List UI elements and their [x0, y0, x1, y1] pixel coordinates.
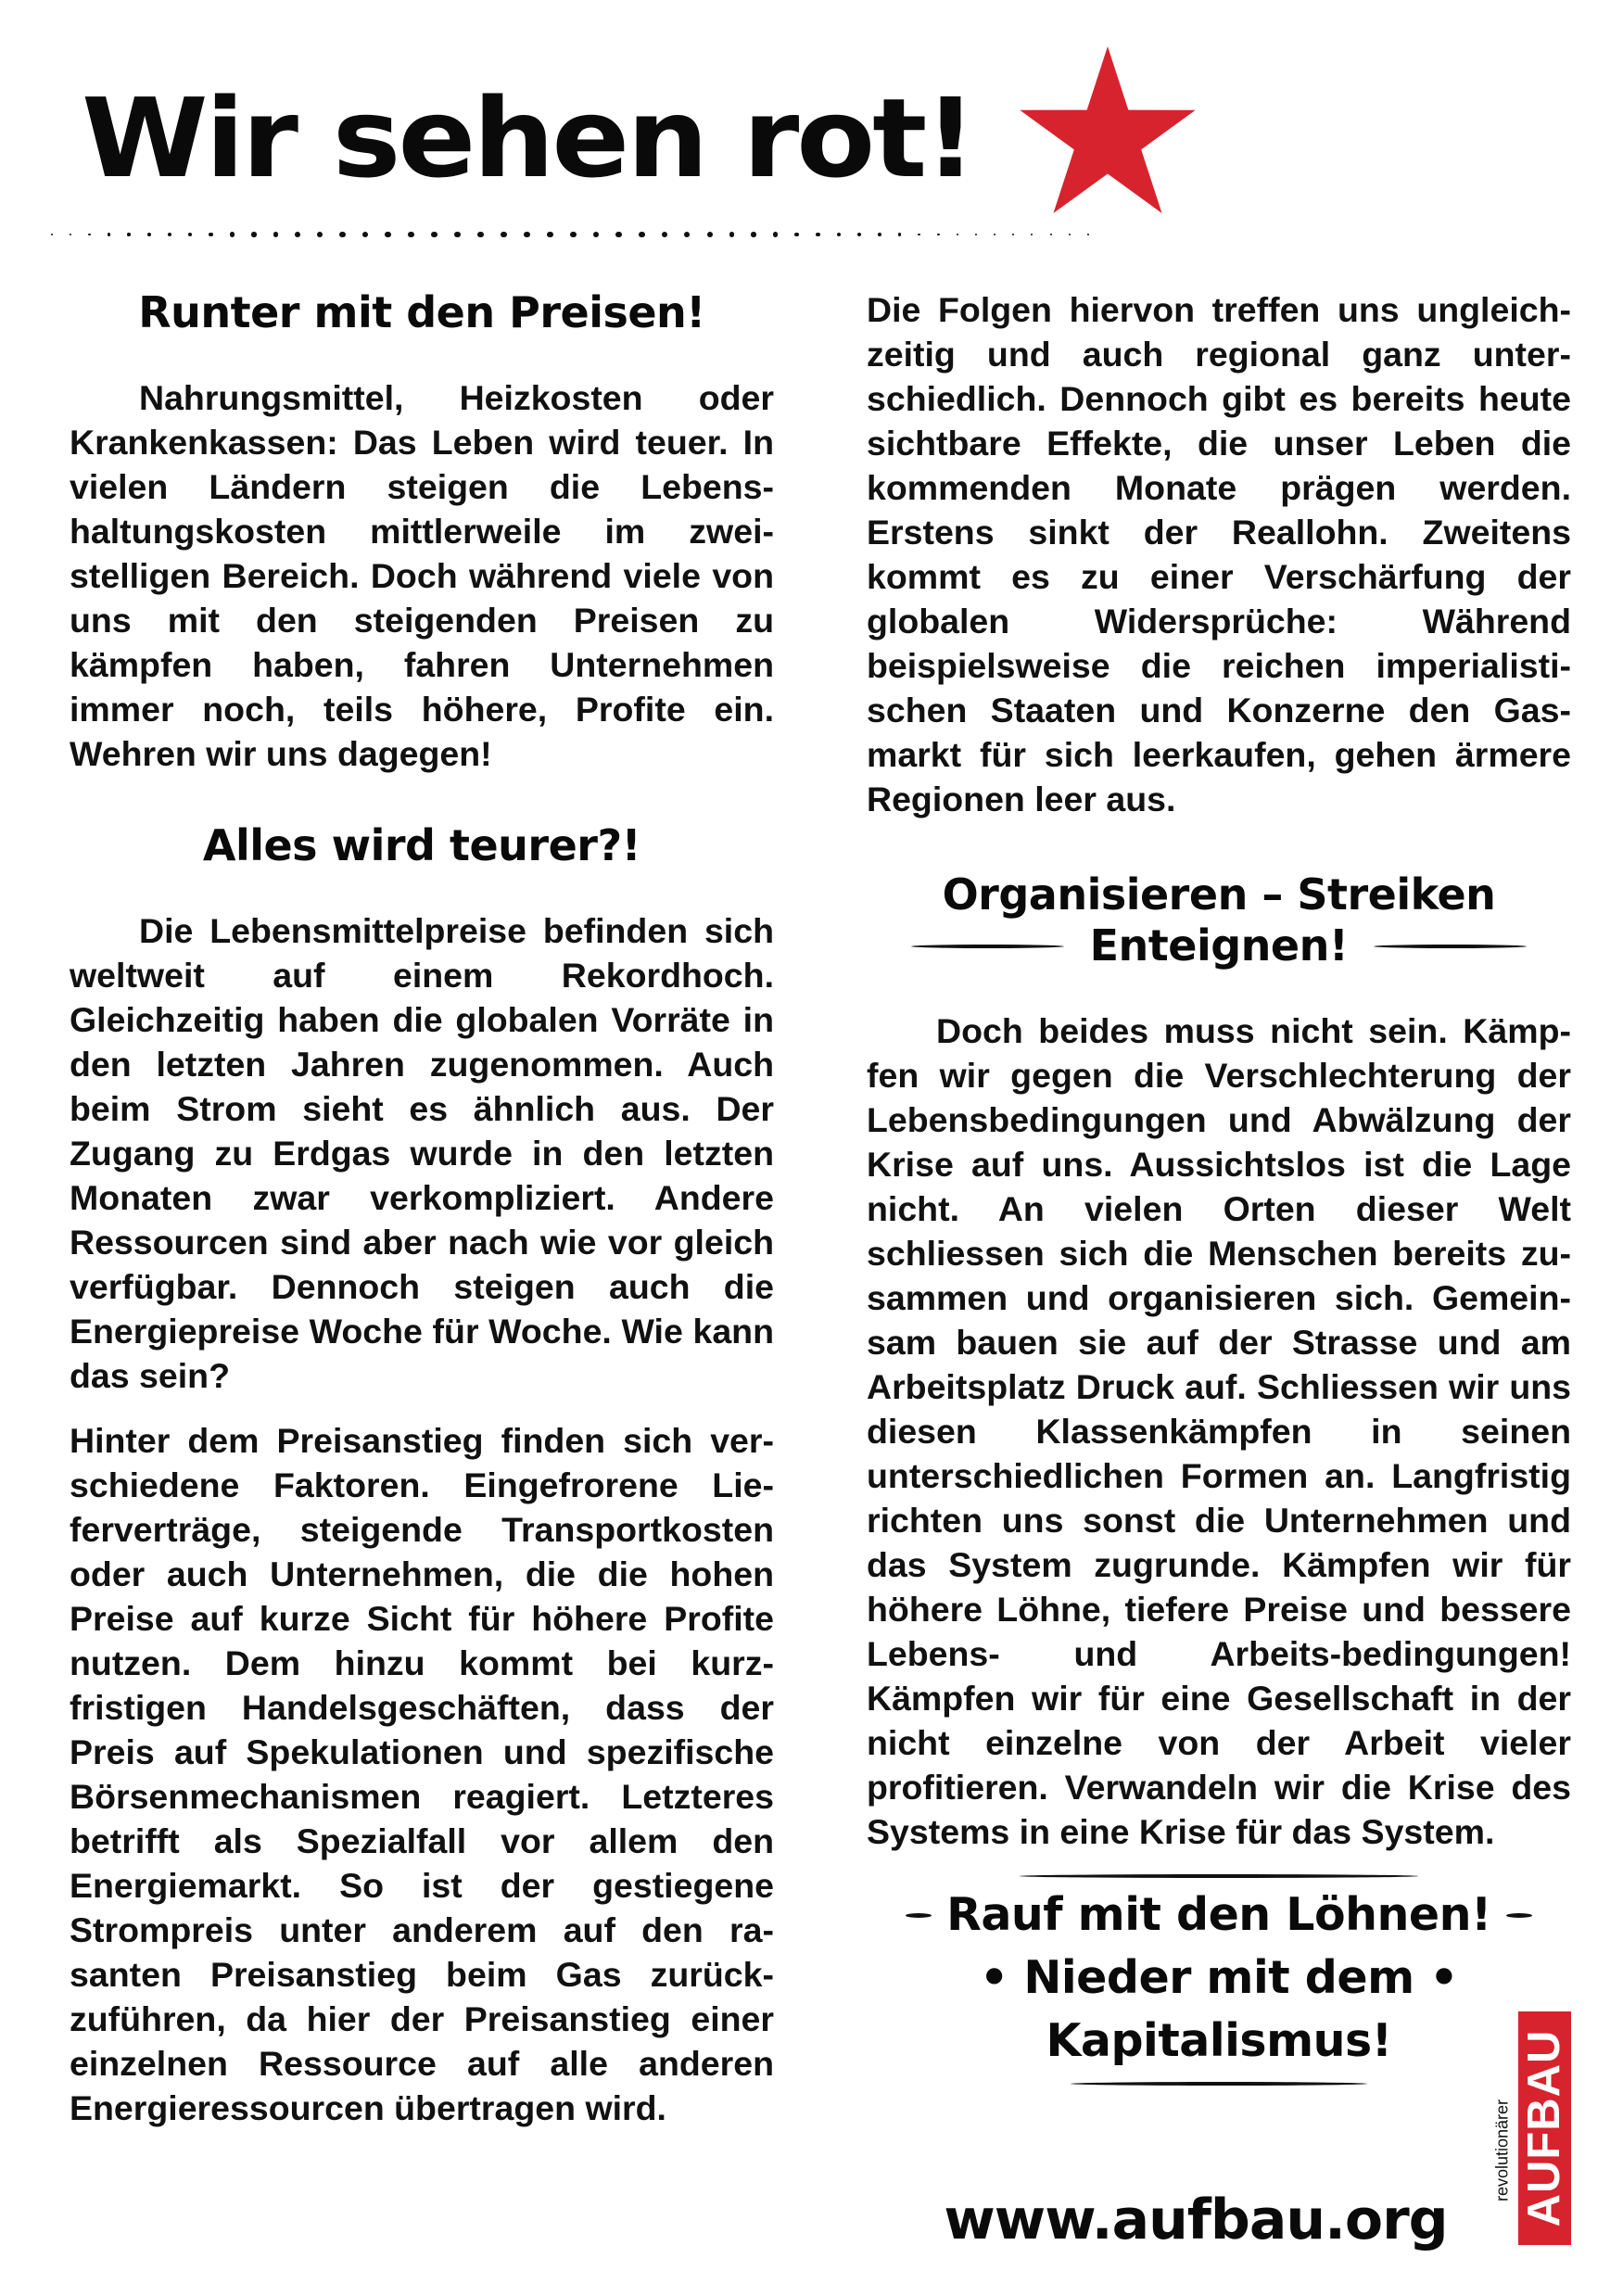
divider-dot: [385, 232, 391, 238]
divider-dot: [147, 233, 151, 236]
divider-dot: [431, 232, 437, 238]
divider-dot: [593, 232, 600, 238]
left-column: [70, 287, 774, 2130]
section-heading-prices: Runter mit den Preisen!: [138, 287, 705, 337]
right-column: [867, 287, 1571, 2086]
divider-dot: [994, 234, 995, 235]
divider-dot: [898, 233, 901, 235]
dotted-divider: [51, 230, 1089, 239]
divider-dot: [837, 233, 841, 236]
divider-dot: [937, 234, 940, 236]
divider-dot: [729, 232, 735, 237]
divider-dot: [524, 232, 530, 238]
page-title: Wir sehen rot!: [82, 74, 974, 202]
divider-dot: [317, 232, 323, 237]
divider-dot: [878, 233, 881, 236]
heading-rule-right: [1374, 945, 1527, 948]
slogan-line3: Kapitalismus!: [1046, 2014, 1392, 2068]
section-heading-organize-line2: Enteignen!: [1089, 920, 1349, 971]
section-paragraph-teurer-1: Die Lebensmittelpreise befinden sich weltweit auf einem Rekordhoch. Gleichzeitig haben die globalen Vorräte in den letzten Jahren zugenommen. Auch beim Strom sieht es ähnlich aus. Der Zugang zu Erdgas wurde in den letzten Monaten zwar verkompliziert. Andere Ressourcen sind aber nach wie vor gleich verfügbar. Dennoch steigen auch die Energiepreise Woche für Woche. Wie kann das sein?: [70, 911, 774, 1396]
section-paragraph-teurer-2: Hinter dem Preisanstieg finden sich verschiedene Faktoren. Eingefrorene Lieferverträge, steigende Transportkosten oder auch Unternehmen, die die hohen Preise auf kurze Sicht für höhere Profite nutzen. Dem hinzu kommt bei kurzfristigen Handelsgeschäften, dass der Preis auf Spekulationen und spezifische Börsenmechanismen reagiert. Letzteres betrifft als Spezialfall vor allem den Energiemarkt. So ist der gestiegene Strompreis unter anderem auf den rasanten Preisanstieg beim Gas zurückzuführen, da hier der Preisanstieg einer einzelnen Ressource auf alle anderen Energieressourcen übertragen wird.: [70, 1421, 774, 2128]
divider-dot: [857, 233, 861, 236]
divider-dot: [51, 234, 53, 235]
slogan-dash-right: [1506, 1913, 1532, 1918]
slogan-rule-bottom: [1071, 2082, 1367, 2086]
divider-dot: [547, 232, 553, 238]
divider-dot: [1031, 234, 1033, 235]
divider-dot: [108, 233, 110, 235]
divider-dot: [794, 233, 799, 237]
divider-dot: [1087, 234, 1089, 235]
divider-dot: [362, 232, 368, 237]
divider-dot: [570, 232, 577, 238]
divider-dot: [662, 232, 667, 237]
slogan-line1-row: [867, 1884, 1571, 1947]
slogan-rule-top: [1020, 1874, 1418, 1878]
divider-dot: [70, 234, 71, 235]
divider-dot: [639, 232, 645, 238]
section-heading-teurer: Alles wird teurer?!: [202, 820, 641, 871]
section-paragraph-organize: Doch beides muss nicht sein. Kämpfen wir gegen die Verschlechterung der Lebensbedingungen und Abwälzung der Krise auf uns. Aussichtslos ist die Lage nicht. An vielen Orten dieser Welt schliessen sich die Menschen bereits zusammen und organisieren sich. Gemeinsam bauen sie auf der Strasse und am Arbeitsplatz Druck auf. Schliessen wir uns diesen Klassenkämpfen in seinen unterschiedlichen Formen an. Langfristig richten uns sonst die Unternehmen und das System zugrunde. Kämpfen wir für höhere Löhne, tiefere Preise und bessere Lebens- und Arbeits-bedingungen! Kämpfen wir für eine Gesellschaft in der nicht einzelne von der Arbeit vieler profitieren. Verwandeln wir die Krise des Systems in eine Krise für das System.: [867, 1011, 1571, 1852]
divider-dot: [168, 233, 171, 236]
divider-dot: [88, 234, 91, 236]
section-heading-organize-row: [867, 920, 1571, 971]
heading-rule-left: [911, 945, 1064, 948]
slogan-line2: • Nieder mit dem •: [979, 1951, 1459, 2005]
divider-dot: [773, 232, 778, 236]
divider-dot: [230, 232, 235, 236]
divider-dot: [1012, 234, 1014, 235]
divider-dot: [684, 232, 690, 237]
divider-dot: [127, 233, 130, 235]
divider-dot: [1050, 234, 1052, 235]
aufbau-logo-subtitle: revolutionärer: [1492, 2099, 1512, 2202]
divider-dot: [1069, 234, 1071, 235]
divider-dot: [501, 232, 507, 238]
divider-dot: [209, 233, 213, 237]
divider-dot: [707, 232, 713, 237]
red-star-icon: [1020, 46, 1196, 213]
divider-dot: [273, 232, 279, 237]
paragraph-consequences: Die Folgen hiervon treffen uns ungleichzeitig und auch regional ganz unterschiedlich. Dennoch gibt es bereits heute sichtbare Effekte, die unser Leben die kommenden Monate prägen werden. Erstens sinkt der Reallohn. Zweitens kommt es zu einer Verschärfung der globalen Widersprüche: Während beispielsweise die reichen imperialistischen Staaten und Konzerne den Gasmarkt für sich leerkaufen, gehen ärmere Regionen leer aus.: [867, 290, 1571, 818]
divider-dot: [408, 232, 414, 238]
slogan-line1: Rauf mit den Löhnen!: [946, 1888, 1491, 1942]
divider-dot: [975, 234, 977, 235]
divider-dot: [918, 234, 920, 236]
divider-dot: [251, 232, 256, 236]
divider-dot: [615, 232, 622, 238]
divider-dot: [751, 232, 756, 237]
divider-dot: [339, 232, 345, 237]
website-url[interactable]: www.aufbau.org: [944, 2188, 1448, 2252]
divider-dot: [295, 232, 300, 237]
section-paragraph-prices: Nahrungsmittel, Heizkosten oder Krankenkassen: Das Leben wird teuer. In vielen Ländern steigen die Lebenshaltungskosten mittlerweile im zweistelligen Bereich. Doch während viele von uns mit den steigenden Preisen zu kämpfen haben, fahren Unternehmen immer noch, teils höhere, Profite ein. Wehren wir uns dagegen!: [70, 378, 774, 774]
aufbau-logo-text: AUFBAU: [1519, 2029, 1569, 2227]
divider-dot: [957, 234, 958, 235]
divider-dot: [188, 233, 192, 236]
section-heading-organize-line1: Organisieren – Streiken: [942, 869, 1496, 920]
divider-dot: [816, 233, 820, 237]
divider-dot: [454, 232, 461, 238]
divider-dot: [477, 232, 484, 238]
slogan-dash-left: [906, 1913, 932, 1918]
